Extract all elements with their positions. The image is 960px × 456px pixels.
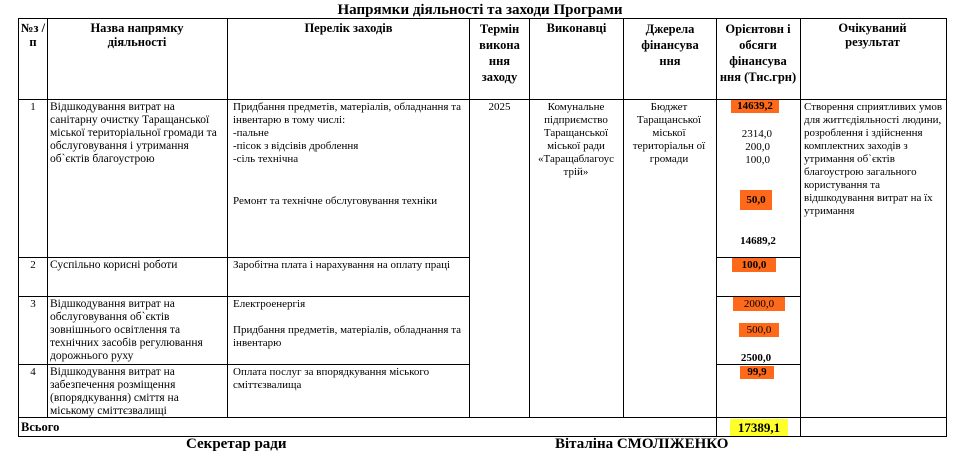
total-value: 17389,1 — [730, 419, 788, 436]
row2-bottom-line — [18, 296, 469, 297]
row1-direction: Відшкодування витрат на санітарну очистку Таращанської міської територіальної громади та обслуговування і утримання об`єктів благоустрою — [50, 101, 217, 165]
row1-measures-repair: Ремонт та технічне обслуговування техніки — [233, 195, 438, 207]
row1-amount-sum: 14689,2 — [740, 235, 776, 247]
row3-measures-electricity: Електроенергія — [233, 298, 306, 310]
col-line-8 — [946, 18, 947, 437]
header-executors: Виконавці — [546, 21, 607, 35]
col-line-7 — [800, 18, 801, 437]
row3-direction: Відшкодування витрат на обслуговування об`єктів зовнішнього освітлення та технічних засобів регулювання дорожнього руху — [50, 298, 203, 362]
header-amounts: Орієнтовн і обсяги фінансува ння (Тис.грн) — [719, 22, 797, 84]
col-line-6 — [716, 18, 717, 437]
row2-measures: Заробітна плата і нарахування на оплату праці — [233, 259, 451, 271]
row3-bottom-line — [18, 364, 469, 365]
signature-name: Віталіна СМОЛІЖЕНКО — [555, 436, 729, 452]
row1-amount-total-highlight: 14639,2 — [731, 100, 779, 113]
table-border-top — [18, 18, 946, 19]
row1-bottom-line — [18, 257, 469, 258]
header-sources: Джерела фінансува ння — [641, 22, 699, 68]
row4-direction: Відшкодування витрат на забезпечення розміщення (впорядкування) сміття на міському сміттєзвалищі — [50, 366, 179, 417]
row3-measures-purchase: Придбання предметів, матеріалів, обладнання та інвентарю — [233, 324, 462, 349]
signature-role: Секретар ради — [186, 436, 287, 452]
row3-amount-electricity: 2000,0 — [733, 297, 785, 311]
row4-measures: Оплата послуг за впорядкування міського сміттєзвалища — [233, 366, 430, 391]
row1-measures-2: -пісок з відсівів дроблення — [233, 140, 359, 152]
header-term: Термін викона ння заходу — [479, 22, 520, 84]
col-line-2 — [227, 18, 228, 418]
page-title: Напрямки діяльності та заходи Програми — [337, 2, 623, 18]
row1-num: 1 — [30, 101, 36, 113]
col-line-1 — [47, 18, 48, 418]
header-measures: Перелік заходів — [304, 21, 393, 35]
row1-measures-0: Придбання предметів, матеріалів, обладнання та інвентарю в тому числі: — [233, 101, 462, 126]
table-border-bottom — [18, 436, 946, 437]
term-value: 2025 — [488, 101, 511, 113]
row1-amount-salt: 100,0 — [745, 154, 770, 166]
row2-amount: 100,0 — [732, 258, 776, 272]
row1-measures-1: -пальне — [233, 127, 269, 139]
col-line-4 — [529, 18, 530, 418]
row1-measures-3: -сіль технічна — [233, 153, 299, 165]
row4-num: 4 — [30, 366, 36, 378]
total-label: Всього — [21, 420, 60, 434]
header-result: Очікуваний результат — [838, 21, 907, 49]
result-value: Створення сприятливих умов для життєдіяльності людини, розроблення і здійснення комплектних заходів з утримання об`єктів благоустрою загального користування та відшкодування витрат на їх утримання — [804, 101, 943, 217]
row3-amount-purchase: 500,0 — [739, 323, 779, 337]
row1-amount-fuel: 2314,0 — [741, 128, 772, 140]
row4-amount: 99,9 — [740, 366, 774, 379]
row1-amount-sand: 200,0 — [745, 141, 770, 153]
executor-value: Комунальне підприємство Таращанської міської ради «Таращаблагоус трій» — [538, 101, 614, 178]
row1-amount-repair: 50,0 — [740, 190, 772, 210]
row2-num: 2 — [30, 259, 36, 271]
header-bottom-line — [18, 99, 946, 100]
col-line-5 — [623, 18, 624, 418]
row3-num: 3 — [30, 298, 36, 310]
row2-direction: Суспільно корисні роботи — [50, 259, 178, 271]
header-direction: Назва напрямку діяльності — [90, 21, 184, 49]
header-num: №з /п — [20, 21, 46, 49]
row3-amount-sum: 2500,0 — [740, 352, 772, 364]
source-value: Бюджет Таращанської міської територіальн ої громади — [632, 101, 706, 165]
